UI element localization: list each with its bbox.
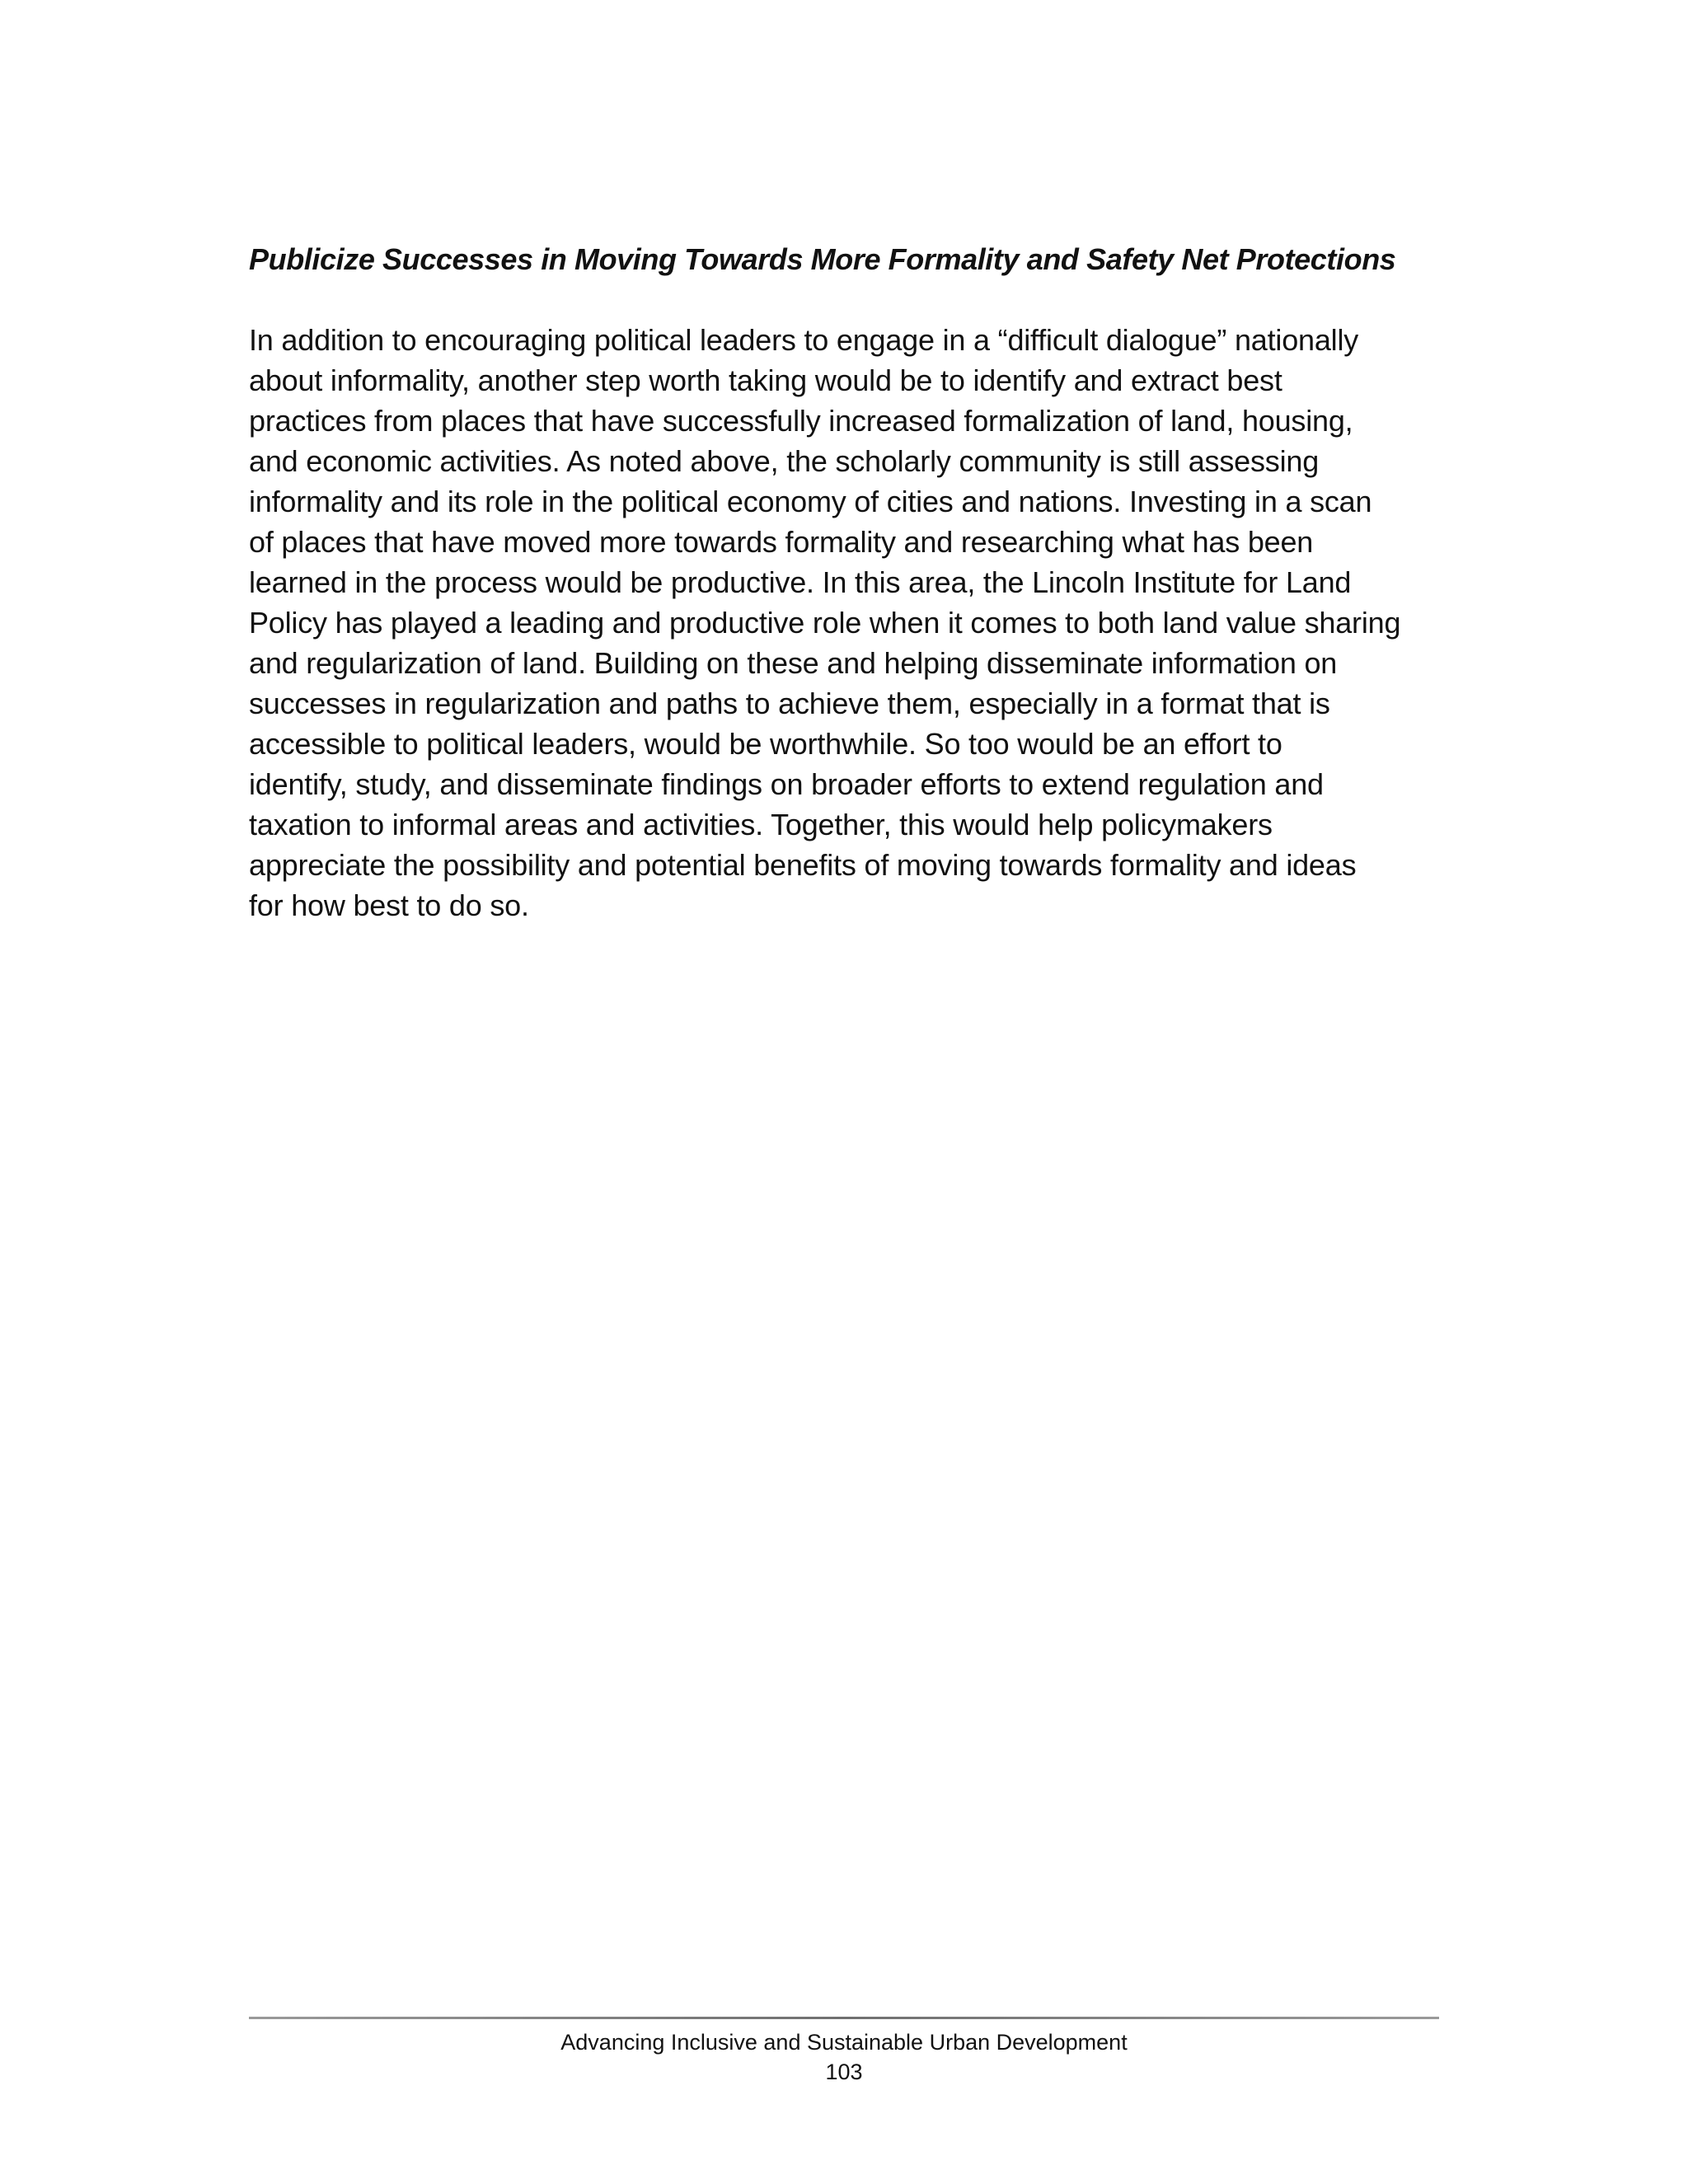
section-heading: Publicize Successes in Moving Towards More Formality and Safety Net Protections [249, 242, 1396, 276]
footer-title: Advancing Inclusive and Sustainable Urban Development [560, 2030, 1128, 2055]
body-paragraph: In addition to encouraging political leaders to engage in a “difficult dialogue” nationally about informality, another step worth taking would be to identify and extract best practices from places that have successfully increased formalization of land, housing, and economic activities. As noted above, the scholarly community is still assessing informality and its role in the political economy of cities and nations. Investing in a scan of places that have moved more towards formality and researching what has been learned in the process would be productive. In this area, the Lincoln Institute for Land Policy has played a leading and productive role when it comes to both land value sharing and regularization of land. Building on these and helping disseminate information on successes in regularization and paths to achieve them, especially in a format that is accessible to political leaders, would be worthwhile. So too would be an effort to identify, study, and disseminate findings on broader efforts to extend regulation and taxation to informal areas and activities. Together, this would help policymakers appreciate the possibility and potential benefits of moving towards formality and ideas for how best to do so. [249, 323, 1401, 922]
page-number: 103 [825, 2060, 863, 2084]
footer-divider [249, 2017, 1439, 2019]
